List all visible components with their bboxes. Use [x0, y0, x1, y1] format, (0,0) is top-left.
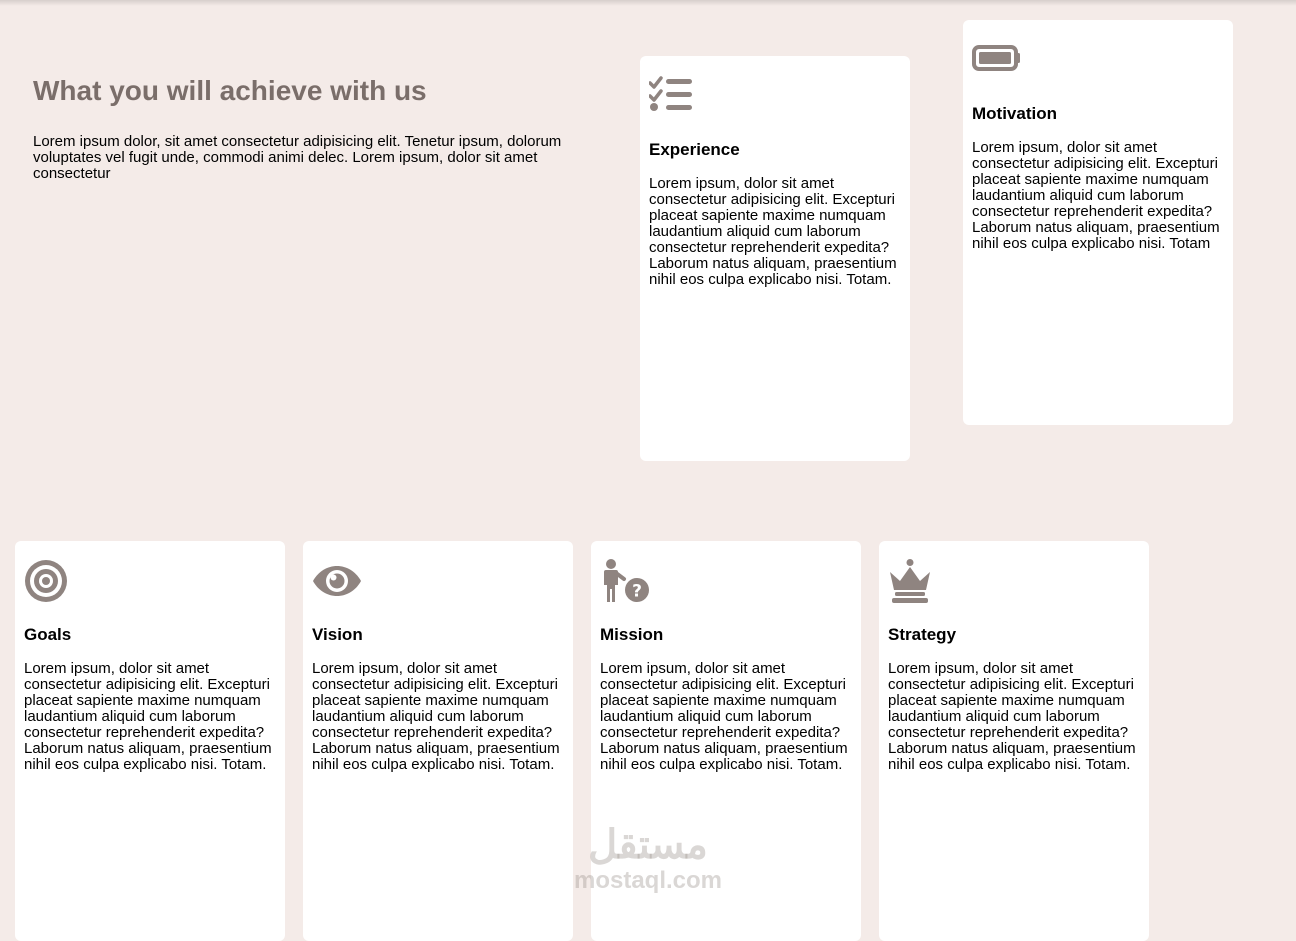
- person-question-icon: [600, 559, 852, 603]
- card-title: Experience: [649, 140, 740, 159]
- card-title: Goals: [24, 625, 72, 644]
- watermark-latin-text: mostaql.com: [573, 867, 723, 894]
- checklist-icon: [649, 74, 901, 118]
- card-text: Lorem ipsum, dolor sit amet consectetur adipisicing elit. Excepturi placeat sapiente maxime numquam laudantium aliquid cum laborum consectetur reprehenderit expedita? Laborum natus aliquam, praesentium nihil eos culpa explicabo nisi. Totam.: [312, 660, 560, 773]
- card-text: Lorem ipsum, dolor sit amet consectetur adipisicing elit. Excepturi placeat sapiente maxime numquam laudantium aliquid cum laborum consectetur reprehenderit expedita? Laborum natus aliquam, praesentium nihil eos culpa explicabo nisi. Totam.: [649, 175, 897, 288]
- target-icon: [24, 559, 276, 603]
- card-text: Lorem ipsum, dolor sit amet consectetur adipisicing elit. Excepturi placeat sapiente maxime numquam laudantium aliquid cum laborum consectetur reprehenderit expedita? Laborum natus aliquam, praesentium nihil eos culpa explicabo nisi. Totam.: [24, 660, 272, 773]
- section-description: Lorem ipsum dolor, sit amet consectetur adipisicing elit. Tenetur ipsum, dolorum voluptates vel fugit unde, commodi animi delec. Lorem ipsum, dolor sit amet consectetur: [33, 133, 562, 182]
- card-title: Vision: [312, 625, 363, 644]
- card-title: Mission: [600, 625, 664, 644]
- card-vision: [303, 541, 573, 941]
- card-strategy: [879, 541, 1149, 941]
- chess-queen-icon: [888, 559, 1140, 603]
- card-text: Lorem ipsum, dolor sit amet consectetur adipisicing elit. Excepturi placeat sapiente maxime numquam laudantium aliquid cum laborum consectetur reprehenderit expedita? Laborum natus aliquam, praesentium nihil eos culpa explicabo nisi. Totam: [972, 139, 1220, 252]
- battery-full-icon: [972, 38, 1224, 82]
- card-goals: [15, 541, 285, 941]
- top-shadow: [0, 0, 1296, 6]
- card-motivation: [963, 20, 1233, 425]
- section-title: What you will achieve with us: [33, 75, 427, 106]
- card-text: Lorem ipsum, dolor sit amet consectetur adipisicing elit. Excepturi placeat sapiente maxime numquam laudantium aliquid cum laborum consectetur reprehenderit expedita? Laborum natus aliquam, praesentium nihil eos culpa explicabo nisi. Totam.: [600, 660, 848, 773]
- card-experience: [640, 56, 910, 461]
- eye-icon: [312, 559, 564, 603]
- intro-section: [33, 74, 613, 182]
- card-mission: [591, 541, 861, 941]
- watermark-arabic-text: مستقل: [588, 823, 708, 867]
- svg-text:?: ?: [632, 581, 642, 602]
- card-text: Lorem ipsum, dolor sit amet consectetur adipisicing elit. Excepturi placeat sapiente maxime numquam laudantium aliquid cum laborum consectetur reprehenderit expedita? Laborum natus aliquam, praesentium nihil eos culpa explicabo nisi. Totam.: [888, 660, 1136, 773]
- card-title: Strategy: [888, 625, 957, 644]
- card-title: Motivation: [972, 104, 1057, 123]
